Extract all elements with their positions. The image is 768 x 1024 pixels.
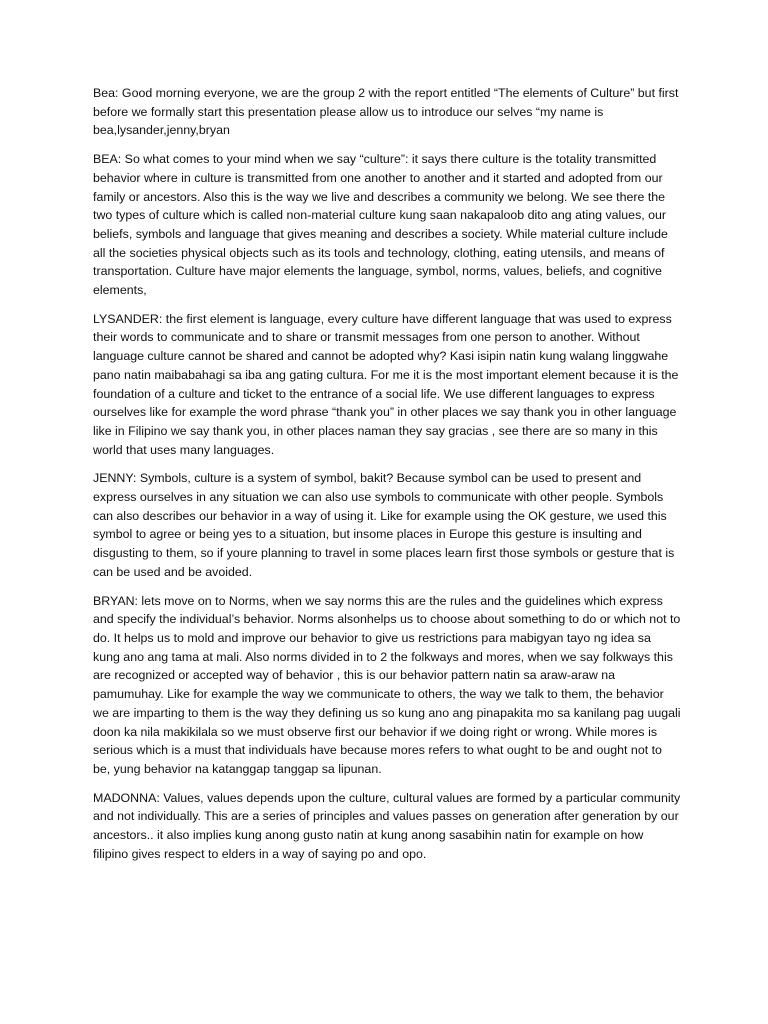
paragraph-madonna: MADONNA: Values, values depends upon the culture, cultural values are formed by a particular community and not individually. This are a series of principles and values passes on generation after generation by our ancestors.. it also implies kung anong gusto natin at kung anong sasabihin natin for example on how filipino gives respect to elders in a way of saying po and opo. (93, 790, 681, 861)
document-body (93, 84, 681, 873)
paragraph-bryan: BRYAN: lets move on to Norms, when we say norms this are the rules and the guidelines which express and specify the individual’s behavior. Norms alsonhelps us to choose about something to do or which not to do. It helps us to mold and improve our behavior to give us restrictions para mabigyan tayo ng idea sa kung ano ang tama at mali. Also norms divided in to 2 the folkways and mores, when we say folkways this are recognized or accepted way of behavior , this is our behavior pattern natin sa araw-araw na pamumuhay. Like for example the way we communicate to others, the way we talk to them, the behavior we are imparting to them is the way they defining us so kung ano ang pinapakita mo sa kanilang pag uugali doon ka nila makikilala so we must observe first our behavior if we doing right or wrong. While mores is serious which is a must that individuals have because mores refers to what ought to be and ought not to be, yung behavior na katanggap tanggap sa lipunan. (93, 593, 681, 776)
paragraph-lysander: LYSANDER: the first element is language, every culture have different language that was used to express their words to communicate and to share or transmit messages from one person to another. Without language culture cannot be shared and cannot be adopted why? Kasi isipin natin kung walang linggwahe pano natin maibabahagi sa iba ang gating cultura. For me it is the most important element because it is the foundation of a culture and ticket to the entrance of a social life. We use different languages to express ourselves like for example the word phrase “thank you” in other places we say thank you in other language like in Filipino we say thank you, in other places naman they say gracias , see there are so many in this world that uses many languages. (93, 311, 679, 457)
paragraph-jenny: JENNY: Symbols, culture is a system of symbol, bakit? Because symbol can be used to present and express ourselves in any situation we can also use symbols to communicate with other people. Symbols can also describes our behavior in a way of using it. Like for example using the OK gesture, we used this symbol to agree or being yes to a situation, but insome places in Europe this gesture is insulting and disgusting to them, so if youre planning to travel in some places learn first those symbols or gesture that is can be used and be avoided. (93, 471, 675, 579)
paragraph-intro: Bea: Good morning everyone, we are the group 2 with the report entitled “The elements of Culture” but first before we formally start this presentation please allow us to introduce our selves “my name is bea,lysander,jenny,bryan (93, 86, 679, 138)
paragraph-bea: BEA: So what comes to your mind when we say “culture”: it says there culture is the totality transmitted behavior where in culture is transmitted from one another to another and it started and adopted from our family or ancestors. Also this is the way we live and describes a community we belong. We see there the two types of culture which is called non-material culture kung saan nakapaloob dito ang ating values, our beliefs, symbols and language that gives meaning and describes a society. While material culture include all the societies physical objects such as its tools and technology, clothing, eating utensils, and means of transportation. Culture have major elements the language, symbol, norms, values, beliefs, and cognitive elements, (93, 152, 668, 298)
